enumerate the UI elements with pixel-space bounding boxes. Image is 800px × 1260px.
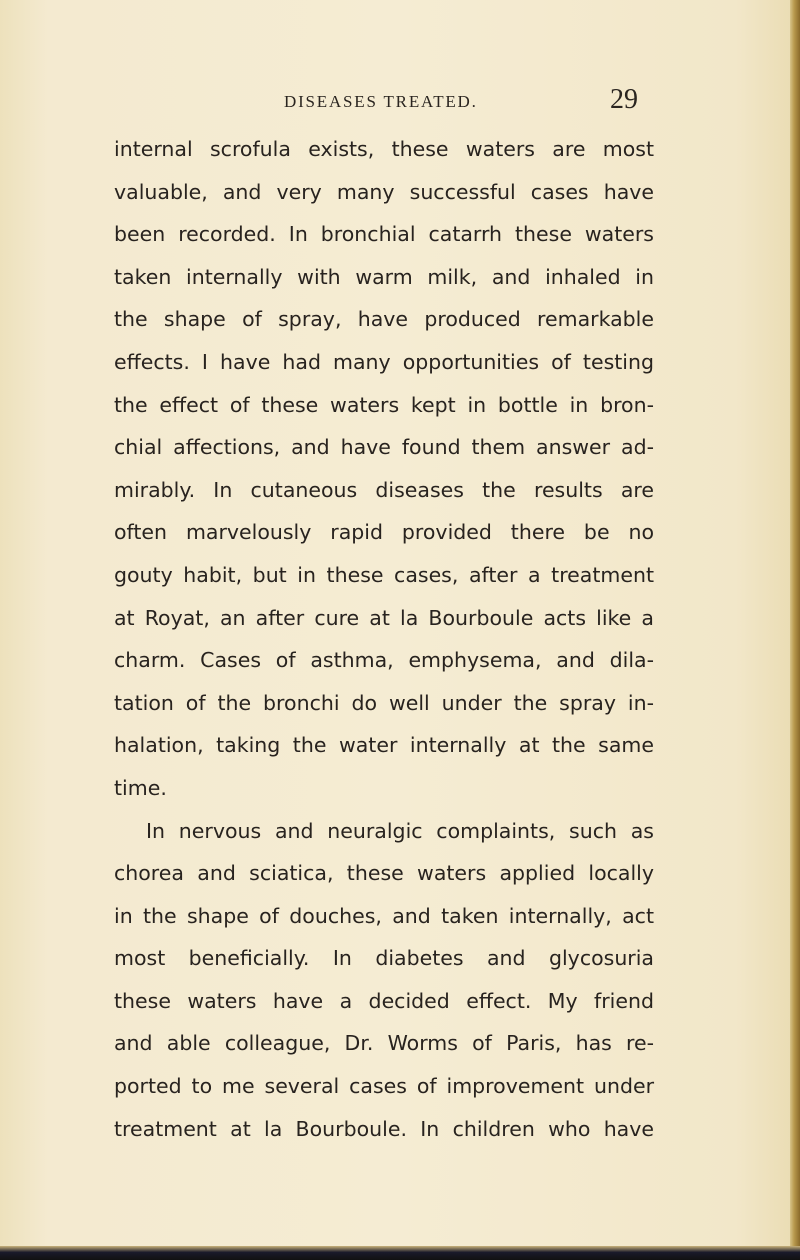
text-line: treatment at la Bourboule. In children who have [114, 1116, 654, 1141]
running-head-title: DISEASES TREATED. [284, 92, 478, 111]
text-line: halation, taking the water internally at the same [114, 733, 654, 758]
text-line: the shape of spray, have produced remarkable [114, 307, 654, 332]
text-line: chorea and sciatica, these waters applied locally [114, 861, 654, 886]
text-line: the effect of these waters kept in bottle in bron- [114, 392, 654, 417]
paragraph-end-line: time. [114, 775, 167, 800]
text-line: gouty habit, but in these cases, after a treatment [114, 562, 654, 587]
paragraph-start-line: In nervous and neuralgic complaints, such as [146, 818, 654, 843]
text-line: ported to me several cases of improvement under [114, 1074, 654, 1099]
text-line: chial affections, and have found them answer ad- [114, 435, 654, 460]
text-line: in the shape of douches, and taken internally, act [114, 903, 654, 928]
text-line: at Royat, an after cure at la Bourboule acts like a [114, 605, 654, 630]
text-line: taken internally with warm milk, and inhaled in [114, 264, 654, 289]
body-text [114, 128, 654, 1150]
text-line: valuable, and very many successful cases have [114, 179, 654, 204]
text-line: been recorded. In bronchial catarrh these waters [114, 222, 654, 247]
text-line: tation of the bronchi do well under the spray in- [114, 690, 654, 715]
running-head [0, 84, 800, 122]
text-line: charm. Cases of asthma, emphysema, and dila- [114, 648, 654, 673]
text-line: often marvelously rapid provided there be no [114, 520, 654, 545]
text-line: most beneficially. In diabetes and glycosuria [114, 946, 654, 971]
page-edge-bottom [0, 1246, 800, 1260]
text-line: these waters have a decided effect. My friend [114, 988, 654, 1013]
page-number: 29 [610, 84, 638, 115]
text-line: mirably. In cutaneous diseases the results are [114, 477, 654, 502]
text-line: internal scrofula exists, these waters are most [114, 137, 654, 161]
text-line: effects. I have had many opportunities of testing [114, 349, 654, 374]
text-line: and able colleague, Dr. Worms of Paris, has re- [114, 1031, 654, 1056]
page-edge-right [790, 0, 800, 1260]
